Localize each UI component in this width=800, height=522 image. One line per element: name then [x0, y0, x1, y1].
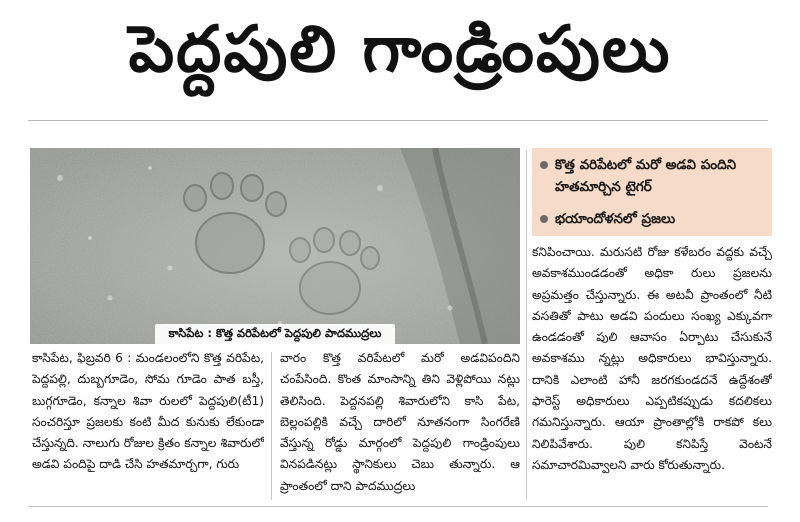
bottom-divider	[28, 506, 768, 507]
pugmark-photo	[30, 148, 520, 344]
headline: పెద్దపులి గాండ్రింపులు	[128, 12, 672, 87]
pugmark-photo-image	[30, 148, 520, 344]
column-divider	[271, 352, 272, 500]
article-text: వారం కొత్త వరిపేటలో మరో అడవిపందిని చంపేసింది. కొంత మాంసాన్ని తిని వెళ్లిపోయి నట్లు తెలిసింది. పెద్దనపల్లి శివారులోని కాసి పేట, బెల్లంపల్లికి వచ్చే దారిలో నూతనంగా సింగరేణి వేస్తున్న రోడ్డు మార్గంలో పెద్దపులి గాండ్రింపులు వినపడినట్లు స్థానికులు చెబు తున్నారు. ఆ ప్రాంతంలో దాని పాదముద్రలు	[280, 351, 520, 493]
article-column-1	[32, 348, 264, 500]
article-text: కాసిపేట, ఫిబ్రవరి 6 : మండలంలోని కొత్త వరిపేట, పెద్దపల్లి, దుబ్బగూడెం, సోమ గూడెం పాత బస్తీ, బుగ్గగూడెం, కన్నాల శివా రులలో పెద్దపులి(టీ1) సంచరిస్తూ ప్రజలకు కంటి మీద కునుకు లేకుండా చేస్తున్నది. నాలుగు రోజుల క్రితం కన్నాల శివారులో అడవి పందిపై దాడి చేసి హతమార్చగా, గురు	[32, 351, 264, 472]
column-divider	[526, 150, 527, 500]
photo-caption-text: కాసిపేట : కొత్త వరిపేటలో పెద్దపులి పాదముద్రలు	[155, 324, 396, 345]
photo-caption	[30, 324, 520, 344]
article-column-2	[280, 348, 520, 500]
bullet-icon	[540, 161, 548, 169]
highlights-box	[532, 148, 772, 236]
article-text: కనిపించాయి. మరుసటి రోజు కళేబరం వద్దకు వచ్చే అవకాశముండడంతో అధికా రులు ప్రజలను అప్రమత్తం చేస్తున్నారు. ఈ అటవీ ప్రాంతంలో నీటి వసతితో పాటు అడవి పందులు సంఖ్య ఎక్కువగా ఉండడంతో పులి ఆవాసం ఏర్పాటు చేసుకునే అవకాశము న్నట్లు అధికారులు భావిస్తున్నారు. దానికి ఎలాంటి హానీ జరగకుండదనే ఉద్దేశంతో ఫారెస్ట్ అధికారులు ఎప్పటికప్పుడు కదలికలు గమనిస్తున్నారు. ఆయా ప్రాంతాల్లోకి రాకపో కలు నిలిపివేశారు. పులి కనిపిస్తే వెంటనే సమాచారమివ్వాలని వారు కోరుతున్నారు.	[532, 245, 772, 472]
highlight-item	[536, 208, 768, 230]
top-divider	[28, 120, 768, 121]
bullet-icon	[540, 215, 548, 223]
highlight-text: కొత్త వరిపేటలో మరో అడవి పందిని హతమార్చిన టైగర్	[555, 157, 737, 195]
highlight-item	[536, 154, 768, 198]
highlight-text: భయాందోళనలో ప్రజలు	[555, 211, 676, 227]
article-column-3	[532, 242, 772, 500]
